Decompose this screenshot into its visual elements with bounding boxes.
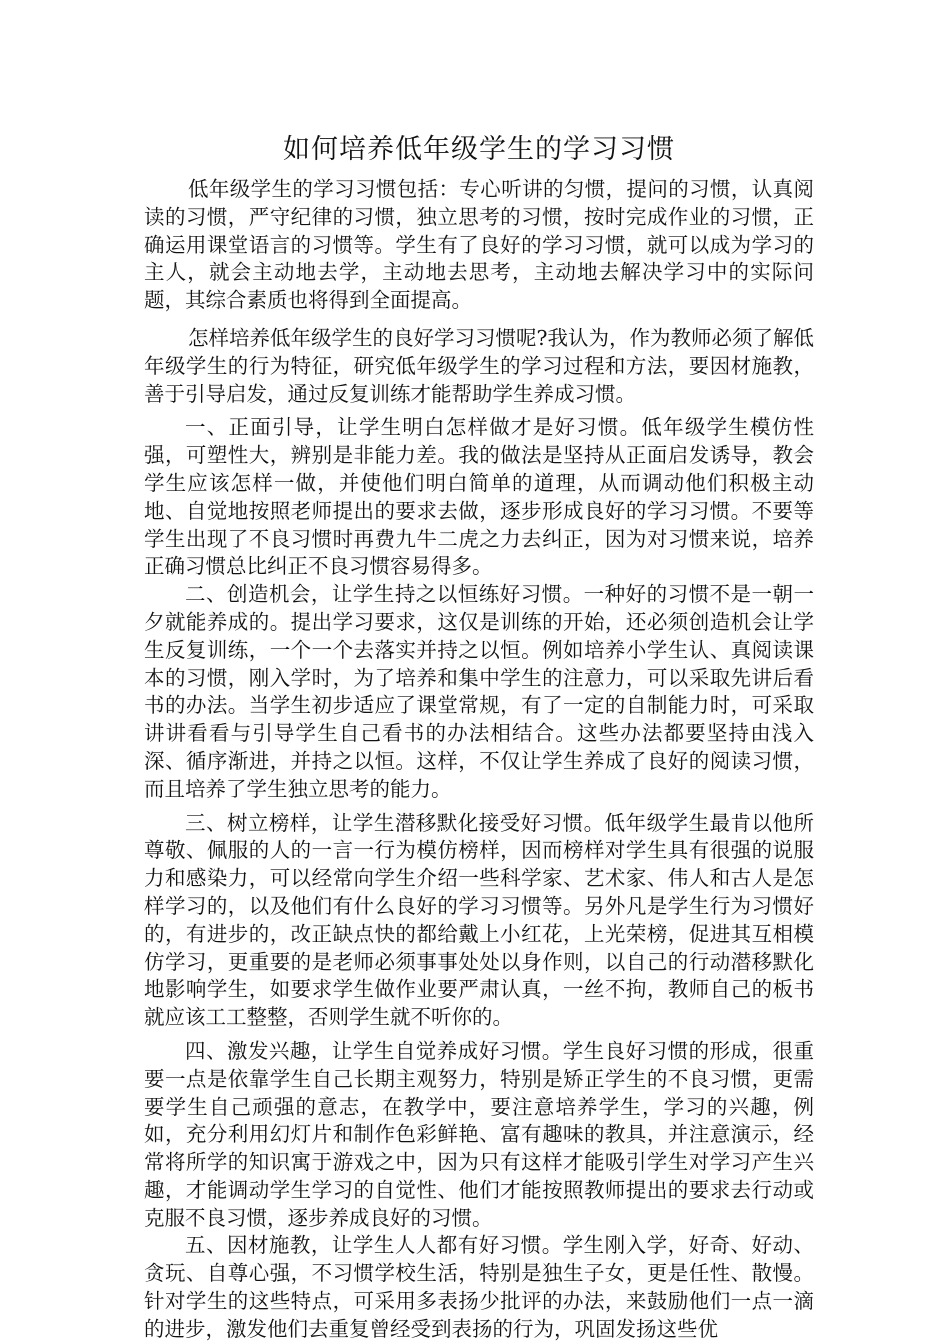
- paragraph-intro: 低年级学生的学习习惯包括：专心听讲的匀惯，提问的习惯，认真阅读的习惯，严守纪律的习惯，独立思考的习惯，按时完成作业的习惯，正确运用课堂语言的习惯等。学生有了良好的学习习惯，就可以成为学习的主人，就会主动地去学，主动地去思考，主动地去解决学习中的实际问题，其综合素质也将得到全面提高。: [144, 177, 814, 313]
- paragraph-section-2: 二、创造机会，让学生持之以恒练好习惯。一种好的习惯不是一朝一夕就能养成的。提出学习要求，这仅是训练的开始，还必须创造机会让学生反复训练，一个一个去落实并持之以恒。例如培养小学生认、真阅读课本的习惯，刚入学时，为了培养和集中学生的注意力，可以采取先讲后看书的办法。当学生初步适应了课堂常规，有了一定的自制能力时，可采取讲讲看看与引导学生自己看书的办法相结合。这些办法都要坚持由浅入深、循序渐进，并持之以恒。这样，不仅让学生养成了良好的阅读习惯，而且培养了学生独立思考的能力。: [144, 582, 814, 801]
- paragraph-section-3: 三、树立榜样，让学生潜移默化接受好习惯。低年级学生最肯以他所尊敬、佩服的人的一言一行为模仿榜样，因而榜样对学生具有很强的说服力和感染力，可以经常向学生介绍一些科学家、艺术家、伟人和古人是怎样学习的，以及他们有什么良好的学习习惯等。另外凡是学生行为习惯好的，有进步的，改正缺点快的都给戴上小红花，上光荣榜，促进其互相模仿学习，更重要的是老师必须事事处处以身作则，以自己的行动潜移默化地影响学生，如要求学生做作业要严肃认真，一丝不拘，教师自己的板书就应该工工整整，否则学生就不听你的。: [144, 810, 814, 1030]
- document-body: [144, 128, 814, 1344]
- paragraph-question: 怎样培养低年级学生的良好学习习惯呢?我认为，作为教师必须了解低年级学生的行为特征，研究低年级学生的学习过程和方法，要因材施教，善于引导启发，通过反复训练才能帮助学生养成习惯。: [144, 325, 814, 406]
- paragraph-section-5: 五、因材施教，让学生人人都有好习惯。学生刚入学，好奇、好动、贪玩、自尊心强，不习惯学校生活，特别是独生子女，更是任性、散慢。针对学生的这些特点，可采用多表扬少批评的办法，来鼓励他们一点一滴的进步，激发他们去重复曾经受到表扬的行为，巩固发扬这些优: [144, 1233, 814, 1341]
- paragraph-section-1: 一、正面引导，让学生明白怎样做才是好习惯。低年级学生模仿性强，可塑性大，辨别是非能力差。我的做法是坚持从正面启发诱导，教会学生应该怎样一做，并使他们明白简单的道理，从而调动他们积极主动地、自觉地按照老师提出的要求去做，逐步形成良好的学习习惯。不要等学生出现了不良习惯时再费九牛二虎之力去纠正，因为对习惯来说，培养正确习惯总比纠正不良习惯容易得多。: [144, 415, 814, 579]
- paragraph-section-4: 四、激发兴趣，让学生自觉养成好习惯。学生良好习惯的形成，很重要一点是依靠学生自己长期主观努力，特别是矫正学生的不良习惯，更需要学生自己顽强的意志，在教学中，要注意培养学生，学习的兴趣，例如，充分利用幻灯片和制作色彩鲜艳、富有趣味的教具，并注意演示，经常将所学的知识寓于游戏之中，因为只有这样才能吸引学生对学习产生兴趣，才能调动学生学习的自觉性、他们才能按照教师提出的要求去行动或克服不良习惯，逐步养成良好的习惯。: [144, 1038, 814, 1230]
- document-title: 如何培养低年级学生的学习习惯: [283, 134, 675, 165]
